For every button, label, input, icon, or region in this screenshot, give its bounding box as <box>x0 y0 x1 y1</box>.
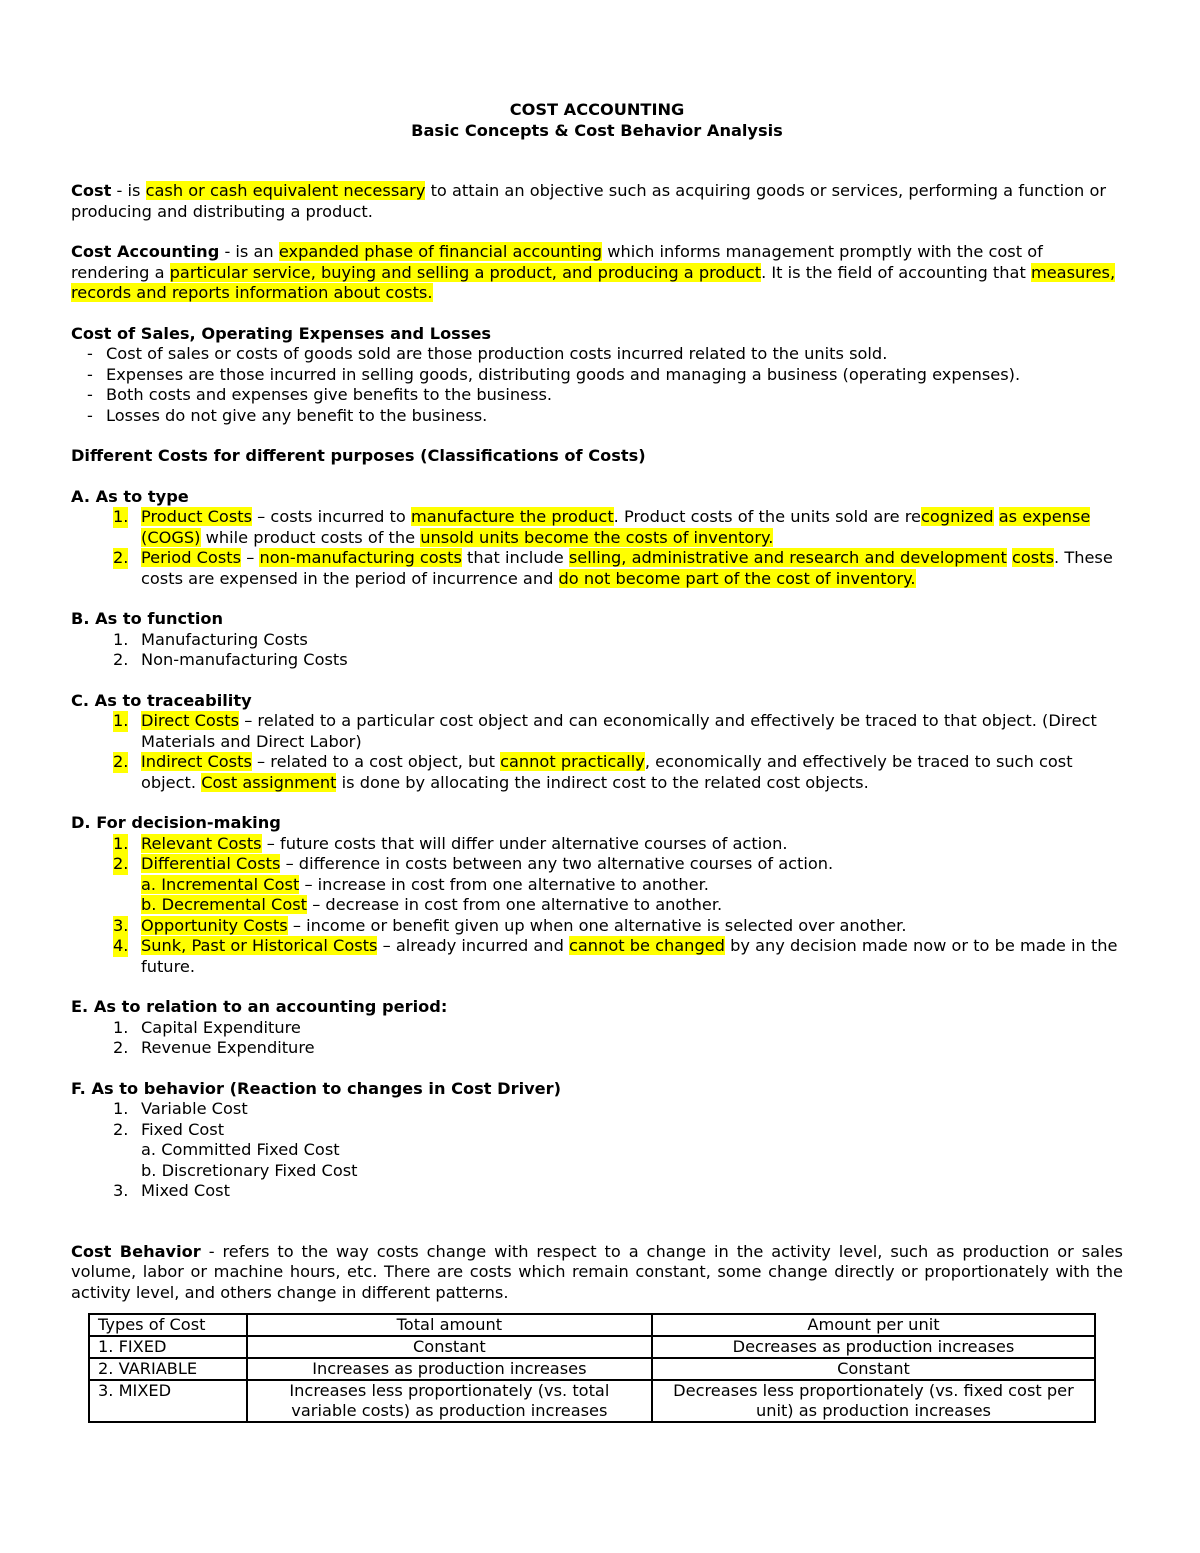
term: Cost Behavior <box>71 1241 201 1261</box>
list-item: 3. Opportunity Costs – income or benefit given up when one alternative is selected over another. <box>113 915 907 935</box>
sub-item: a. Committed Fixed Cost <box>141 1140 340 1159</box>
list-item: - Losses do not give any benefit to the business. <box>87 406 1123 427</box>
table-cell: Constant <box>652 1358 1095 1380</box>
list-item: 2. Non-manufacturing Costs <box>113 650 348 669</box>
highlight: particular service, buying and selling a product, and producing a product <box>169 262 762 282</box>
table-header-cell: Types of Cost <box>89 1314 247 1336</box>
section-heading: D. For decision-making <box>71 813 281 832</box>
table-cell: Decreases less proportionately (vs. fixed cost per unit) as production increases <box>652 1380 1095 1422</box>
list-item: 2. Period Costs – non-manufacturing costs that include selling, administrative and research and development costs. These costs are expensed in the period of incurrence and do not become part of the cost of inventory. <box>113 548 1113 588</box>
table-row <box>89 1336 1095 1358</box>
table-row <box>89 1380 1095 1422</box>
section-heading: Cost of Sales, Operating Expenses and Losses <box>71 323 492 343</box>
list-item: 1. Product Costs – costs incurred to manufacture the product. Product costs of the units sold are recognized as expense (COGS) while product costs of the unsold units become the costs of inventory. <box>113 507 1091 547</box>
list-item: 2. Differential Costs – difference in costs between any two alternative courses of action. a. Incremental Cost – increase in cost from one alternative to another. b. Decremental Cost – decrease in cost from one alternative to another. <box>113 854 1123 916</box>
period-list <box>71 1018 1123 1059</box>
section-heading: A. As to type <box>71 486 189 506</box>
highlight: expanded phase of financial accounting <box>278 242 603 261</box>
cost-behavior-definition: Cost Behavior - refers to the way costs change with respect to a change in the activity level, such as production or sales volume, labor or machine hours, etc. There are costs which remain constant, some change directly or proportionately with the activity level, and others change in different patterns. <box>71 1241 1123 1302</box>
table-header-cell: Amount per unit <box>652 1314 1095 1336</box>
function-list <box>71 630 1123 671</box>
list-item: 2. Indirect Costs – related to a cost object, but cannot practically, economically and effectively be traced to such cost object. Cost assignment is done by allocating the indirect cost to the related cost objects. <box>113 752 1073 792</box>
list-item: 3. Mixed Cost <box>113 1181 230 1200</box>
table-cell: 1. FIXED <box>89 1336 247 1358</box>
section-heading: Different Costs for different purposes (Classifications of Costs) <box>71 446 646 465</box>
list-item: 2. Revenue Expenditure <box>113 1038 315 1057</box>
list-item: 4. Sunk, Past or Historical Costs – already incurred and cannot be changed by any decision made now or to be made in the future. <box>113 936 1118 976</box>
highlight: measures, records and reports information about costs. <box>71 262 1116 302</box>
table-cell: Increases as production increases <box>247 1358 652 1380</box>
list-item: - Expenses are those incurred in selling goods, distributing goods and managing a business (operating expenses). <box>87 365 1123 386</box>
list-item: 1. Relevant Costs – future costs that will differ under alternative courses of action. <box>113 833 788 853</box>
table-cell: Constant <box>247 1336 652 1358</box>
table-cell: Decreases as production increases <box>652 1336 1095 1358</box>
cost-accounting-definition: Cost Accounting - is an expanded phase of financial accounting which informs management promptly with the cost of rendering a particular service, buying and selling a product, and producing a product. It is the field of accounting that measures, records and reports information about costs. <box>71 242 1116 302</box>
list-item: 2. Fixed Cost a. Committed Fixed Cost b. Discretionary Fixed Cost <box>113 1120 1123 1182</box>
document-page <box>71 100 1123 1423</box>
sub-item: a. Incremental Cost – increase in cost from one alternative to another. <box>141 874 709 894</box>
table-cell: 3. MIXED <box>89 1380 247 1422</box>
highlight: cash or cash equivalent necessary <box>145 181 426 200</box>
cost-behavior-table <box>88 1313 1096 1423</box>
table-cell: 2. VARIABLE <box>89 1358 247 1380</box>
list-item: 1. Variable Cost <box>113 1099 248 1118</box>
decision-list <box>71 834 1123 978</box>
list-item: 1. Manufacturing Costs <box>113 629 308 649</box>
section-heading: E. As to relation to an accounting period: <box>71 997 448 1016</box>
term: Cost <box>71 181 112 200</box>
list-item: - Both costs and expenses give benefits to the business. <box>87 385 1123 406</box>
term: Cost Accounting <box>71 242 220 261</box>
page-title: COST ACCOUNTING <box>509 100 685 119</box>
traceability-list <box>71 711 1123 793</box>
section-heading: C. As to traceability <box>71 690 252 710</box>
table-header-row <box>89 1314 1095 1336</box>
section-heading: F. As to behavior (Reaction to changes in Cost Driver) <box>71 1078 562 1098</box>
table-cell: Increases less proportionately (vs. total variable costs) as production increases <box>247 1380 652 1422</box>
cost-definition: Cost - is cash or cash equivalent necessary to attain an objective such as acquiring goods or services, performing a function or producing and distributing a product. <box>71 181 1107 221</box>
section-heading: B. As to function <box>71 609 224 628</box>
list-item: 1. Capital Expenditure <box>113 1017 301 1037</box>
sub-item: b. Discretionary Fixed Cost <box>141 1160 358 1180</box>
behavior-list <box>71 1099 1123 1202</box>
table-header-cell: Total amount <box>247 1314 652 1336</box>
type-list <box>71 507 1123 589</box>
sub-item: b. Decremental Cost – decrease in cost from one alternative to another. <box>141 895 723 914</box>
list-item: - Cost of sales or costs of goods sold are those production costs incurred related to the units sold. <box>87 344 1123 365</box>
page-subtitle: Basic Concepts & Cost Behavior Analysis <box>411 120 783 140</box>
sales-list <box>71 344 1123 426</box>
list-item: 1. Direct Costs – related to a particular cost object and can economically and effectively be traced to that object. (Direct Materials and Direct Labor) <box>113 711 1097 751</box>
table-row <box>89 1358 1095 1380</box>
